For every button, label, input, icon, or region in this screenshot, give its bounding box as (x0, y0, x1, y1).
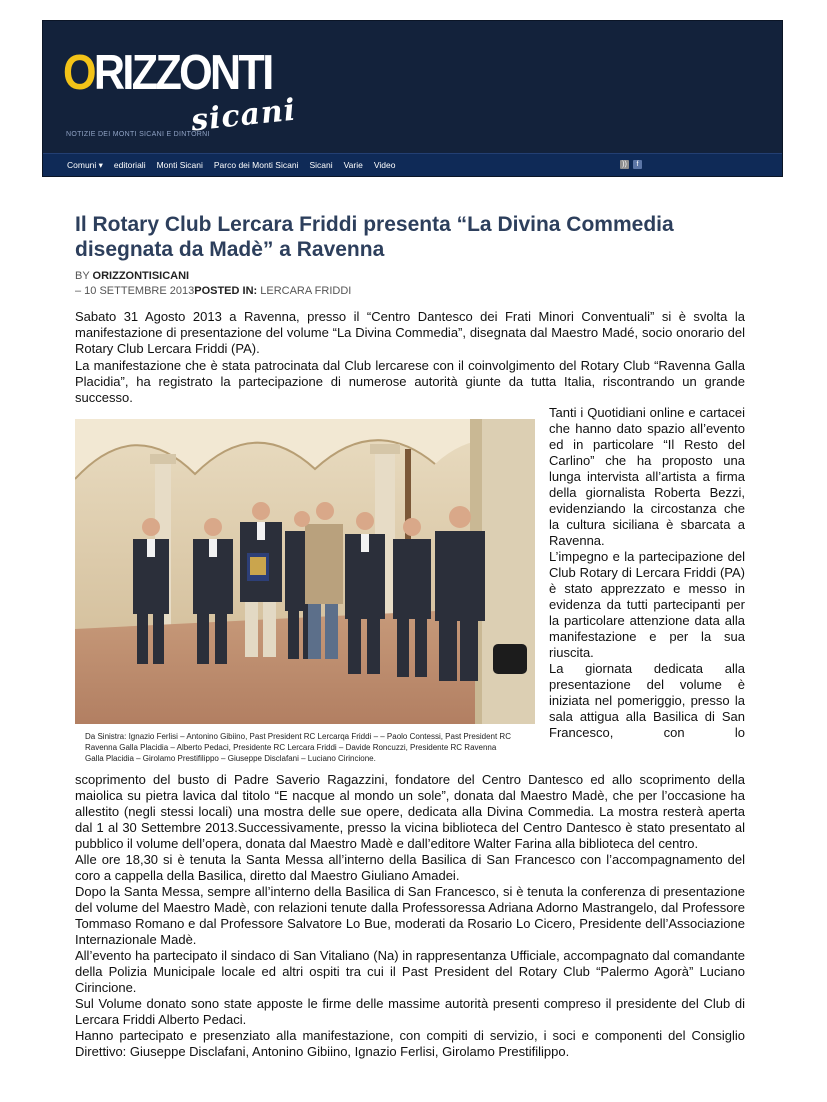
post-date: – 10 SETTEMBRE 2013 (75, 285, 195, 297)
paragraph-1: Sabato 31 Agosto 2013 a Ravenna, presso il “Centro Dantesco dei Frati Minori Conventuali” si è svolta la manifestazione di presentazione del volume “La Divina Commedia”, disegnata dal Maestro Madé, socio onorario del Rotary Club Lercara Friddi (PA). (75, 309, 745, 356)
side-column (549, 405, 745, 741)
nav-item-video[interactable]: Video (373, 160, 396, 170)
article-byline (75, 270, 189, 283)
paragraph-3: scoprimento del busto di Padre Saverio Ragazzini, fondatore del Centro Dantesco ed allo scoprimento della maiolica su pietra lavica dal titolo “E nacque al mondo un sole”, donata dal Maestro Madè, che per l’occasione ha allestito (negli stessi locali) una mostra delle sue opere, dedicata alla Divina Commedia. La mostra resterà aperta dal 1 al 30 Settembre 2013.Successivamente, presso la vicina biblioteca del Centro Dantesco è stato presentato al pubblico il volume dell’opera, donata dal Maestro Madè e dall’editore Walter Farina alla biblioteca del centro. (75, 772, 745, 851)
side-paragraph-3: La giornata dedicata alla presentazione del volume è iniziata nel pomeriggio, presso la sala attigua alla Basilica di San Francesco, con lo (549, 661, 745, 740)
nav-item-parco[interactable]: Parco dei Monti Sicani (213, 160, 299, 170)
logo-main-text: RIZZONTI (93, 46, 272, 100)
photo-caption: Da Sinistra: Ignazio Ferlisi – Antonino Gibiino, Past President RC Lercarqa Friddi – – Paolo Contessi, Past President RC Ravenna Galla Placidia – Alberto Pedaci, Presidente RC Lercara Friddi – Davide Roncuzzi, Presidente RC Ravenna Galla Placidia – Girolamo Prestifilippo – Giuseppe Disclafani – Luciano Cirincione. (85, 732, 511, 763)
article-body-bottom (75, 772, 745, 1060)
nav-item-varie[interactable]: Varie (343, 160, 363, 170)
paragraph-7: Sul Volume donato sono state apposte le firme delle massime autorità presenti compreso il presidente del Club di Lercara Friddi Alberto Pedaci. (75, 996, 745, 1027)
site-header (42, 20, 783, 177)
category-link[interactable]: LERCARA FRIDDI (260, 285, 352, 297)
article-title: Il Rotary Club Lercara Friddi presenta “La Divina Commedia disegnata da Madè” a Ravenna (75, 213, 674, 261)
paragraph-2: La manifestazione che è stata patrocinata dal Club lercarese con il coinvolgimento del Rotary Club “Ravenna Galla Placidia”, ha registrato la partecipazione di numerose autorità giunte da tutta Italia, riscontrando un grande successo. (75, 358, 745, 405)
side-paragraph-2: L’impegno e la partecipazione del Club Rotary di Lercara Friddi (PA) è stato apprezzato e messo in evidenza da tutti partecipanti per la particolare attenzione data alla manifestazione e per la sua riuscita. (549, 549, 745, 660)
site-tagline: NOTIZIE DEI MONTI SICANI E DINTORNI (66, 131, 210, 138)
main-nav (43, 153, 782, 176)
paragraph-5: Dopo la Santa Messa, sempre all’interno della Basilica di San Francesco, si è tenuta la conferenza di presentazione del volume del Maestro Madè, con relazioni tenute dalla Professoressa Adriana Adorno Mastrangelo, dal Professore Tommaso Romano e dal Professore Salvatore Lo Bue, moderati da Rosario Lo Cicero, Presidente dell’Associazione Internazionale Madè. (75, 884, 745, 947)
event-photo (75, 419, 535, 724)
logo-letter-o: O (63, 46, 94, 100)
paragraph-8: Hanno partecipato e presenziato alla manifestazione, con compiti di servizio, i soci e componenti del Consiglio Direttivo: Giuseppe Disclafani, Antonino Gibiino, Ignazio Ferlisi, Girolamo Prestifilippo. (75, 1028, 745, 1059)
posted-in-label: POSTED IN: (194, 285, 258, 297)
article-meta (75, 285, 351, 298)
by-label: BY (75, 270, 90, 282)
nav-item-editoriali[interactable]: editoriali (113, 160, 146, 170)
logo-wordmark (63, 43, 272, 103)
paragraph-6: All’evento ha partecipato il sindaco di San Vitaliano (Na) in rappresentanza Ufficiale, accompagnato dal comandante della Polizia Municipale locale ed altri ospiti tra cui il Past President del Rotary Club “Palermo Agorà” Luciano Cirincione. (75, 948, 745, 995)
nav-item-monti-sicani[interactable]: Monti Sicani (156, 160, 203, 170)
author-link[interactable]: ORIZZONTISICANI (92, 270, 190, 282)
facebook-icon[interactable]: f (633, 160, 642, 169)
logo-subtitle: sicani (189, 92, 298, 139)
side-paragraph-1: Tanti i Quotidiani online e cartacei che hanno dato spazio all’evento ed in particolare “Il Resto del Carlino” che ha proposto una lunga intervista all’artista a firma della giornalista Roberta Bezzi, evidenziando la circostanza che la cultura siciliana è sbarcata a Ravenna. (549, 405, 745, 548)
nav-item-comuni[interactable]: Comuni ▾ (67, 159, 103, 170)
paragraph-4: Alle ore 18,30 si è tenuta la Santa Messa all’interno della Basilica di San Francesco con l’accompagnamento del coro a cappella della Basilica, diretto dal Maestro Giuliano Amadei. (75, 852, 745, 883)
nav-item-sicani[interactable]: Sicani (309, 160, 333, 170)
rss-icon[interactable]: )) (620, 160, 629, 169)
